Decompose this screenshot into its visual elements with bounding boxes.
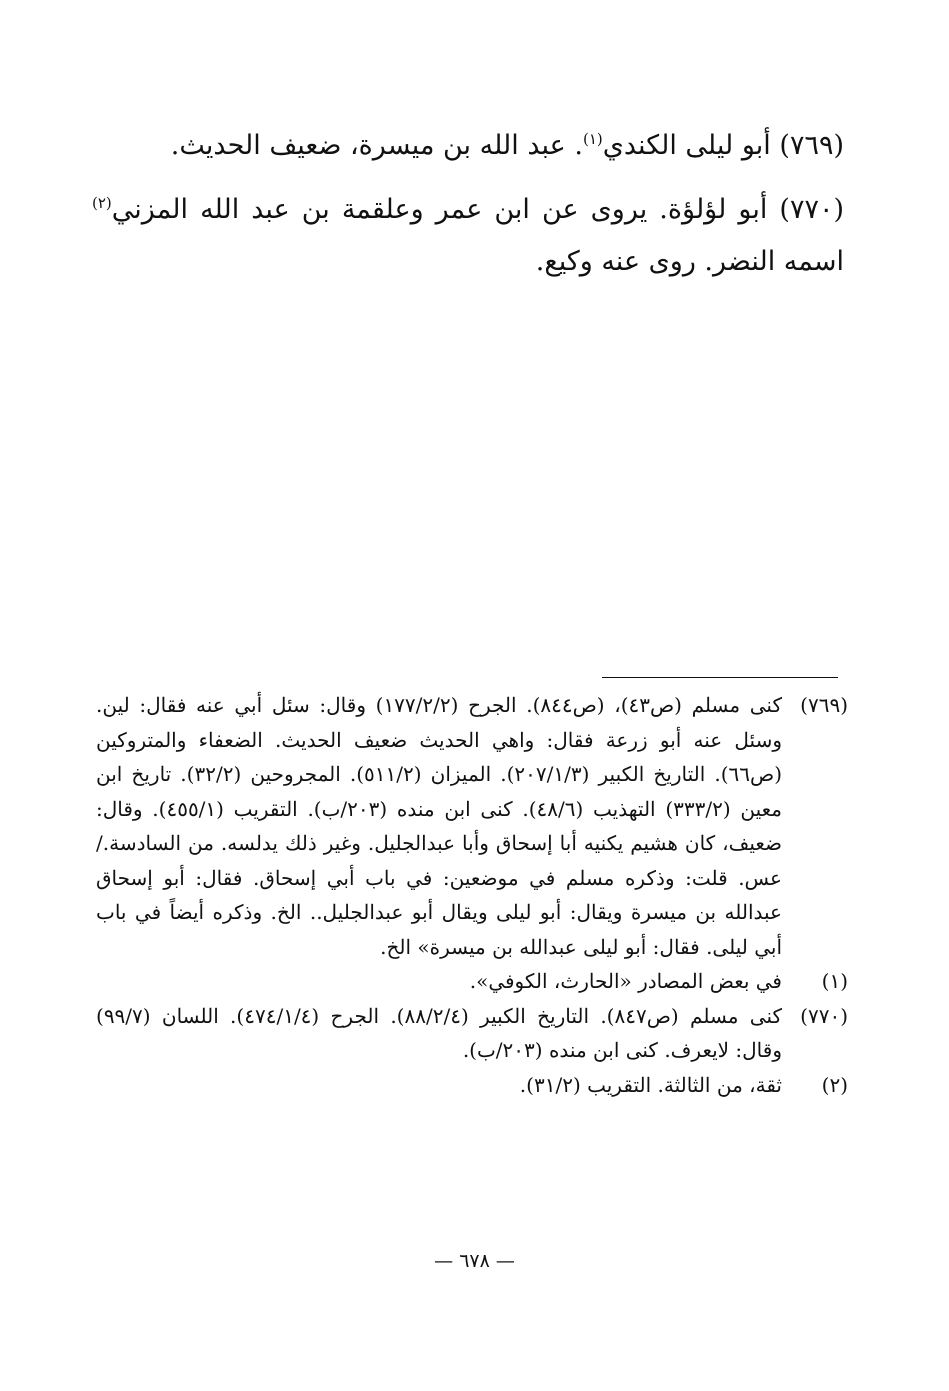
footnote-label: (٧٧٠) [800,1003,848,1028]
entry-text-cont: . عبد الله بن ميسرة، ضعيف الحديث. [170,130,583,161]
entry-text: أبو لؤلؤة. يروى عن ابن عمر وعلقمة بن عبد الله المزني [111,194,768,225]
footnote-770 [96,999,848,1068]
footnotes [96,688,848,1102]
entry-number: (٧٦٩) [779,130,844,161]
page-number: — ٦٧٨ — [434,1250,515,1272]
footnote-text: كنى مسلم (ص٤٣)، (ص٨٤٤). الجرح (١٧٧/٢/٢) وقال: سئل أبي عنه فقال: لين. وسئل عنه أبو زرعة فقال: واهي الحديث ضعيف الحديث. الضعفاء والمتروكين (ص٦٦). التاريخ الكبير (٢٠٧/١/٣). الميزان (٥١١/٢). المجروحين (٣٢/٢). تاريخ ابن معين (٣٣٣/٢) التهذيب (٤٨/٦). كنى ابن منده (٢٠٣/ب). التقريب (٤٥٥/١). وقال: ضعيف، كان هشيم يكنيه أبا إسحاق وأبا عبدالجليل. وغير ذلك يدلسه. من السادسة./عس. قلت: وذكره مسلم في موضعين: في باب أبي إسحاق. فقال: أبو إسحاق عبدالله بن ميسرة ويقال: أبو ليلى ويقال أبو عبدالجليل.. الخ. وذكره أيضاً في باب أبي ليلى. فقال: أبو ليلى عبدالله بن ميسرة» الخ. [96,693,783,959]
footnote-label: (٧٦٩) [800,693,848,717]
footnote-1 [96,964,848,999]
footnote-2 [96,1068,848,1103]
footnote-label: (٢) [821,1072,848,1097]
entry-text: أبو ليلى الكندي [602,130,771,161]
footnote-label: (١) [821,969,848,993]
footnote-ref[interactable]: (٢) [92,194,112,212]
footnote-separator [602,677,838,678]
footnote-text: كنى مسلم (ص٨٤٧). التاريخ الكبير (٨٨/٢/٤). الجرح (٤٧٤/١/٤). اللسان (٩٩/٧) وقال: لايعرف. كنى ابن منده (٢٠٣/ب). [96,1003,783,1062]
footnote-769 [96,688,848,964]
entry-number: (٧٧٠) [779,194,844,225]
entry-text-cont: اسمه النضر. روى عنه وكيع. [535,246,844,277]
footnote-text: ثقة، من الثالثة. التقريب (٣١/٢). [519,1072,782,1097]
entry-769 [92,120,844,172]
footnote-ref[interactable]: (١) [582,130,603,148]
footnote-text: في بعض المصادر «الحارث، الكوفي». [469,969,782,993]
entry-770 [92,184,844,288]
